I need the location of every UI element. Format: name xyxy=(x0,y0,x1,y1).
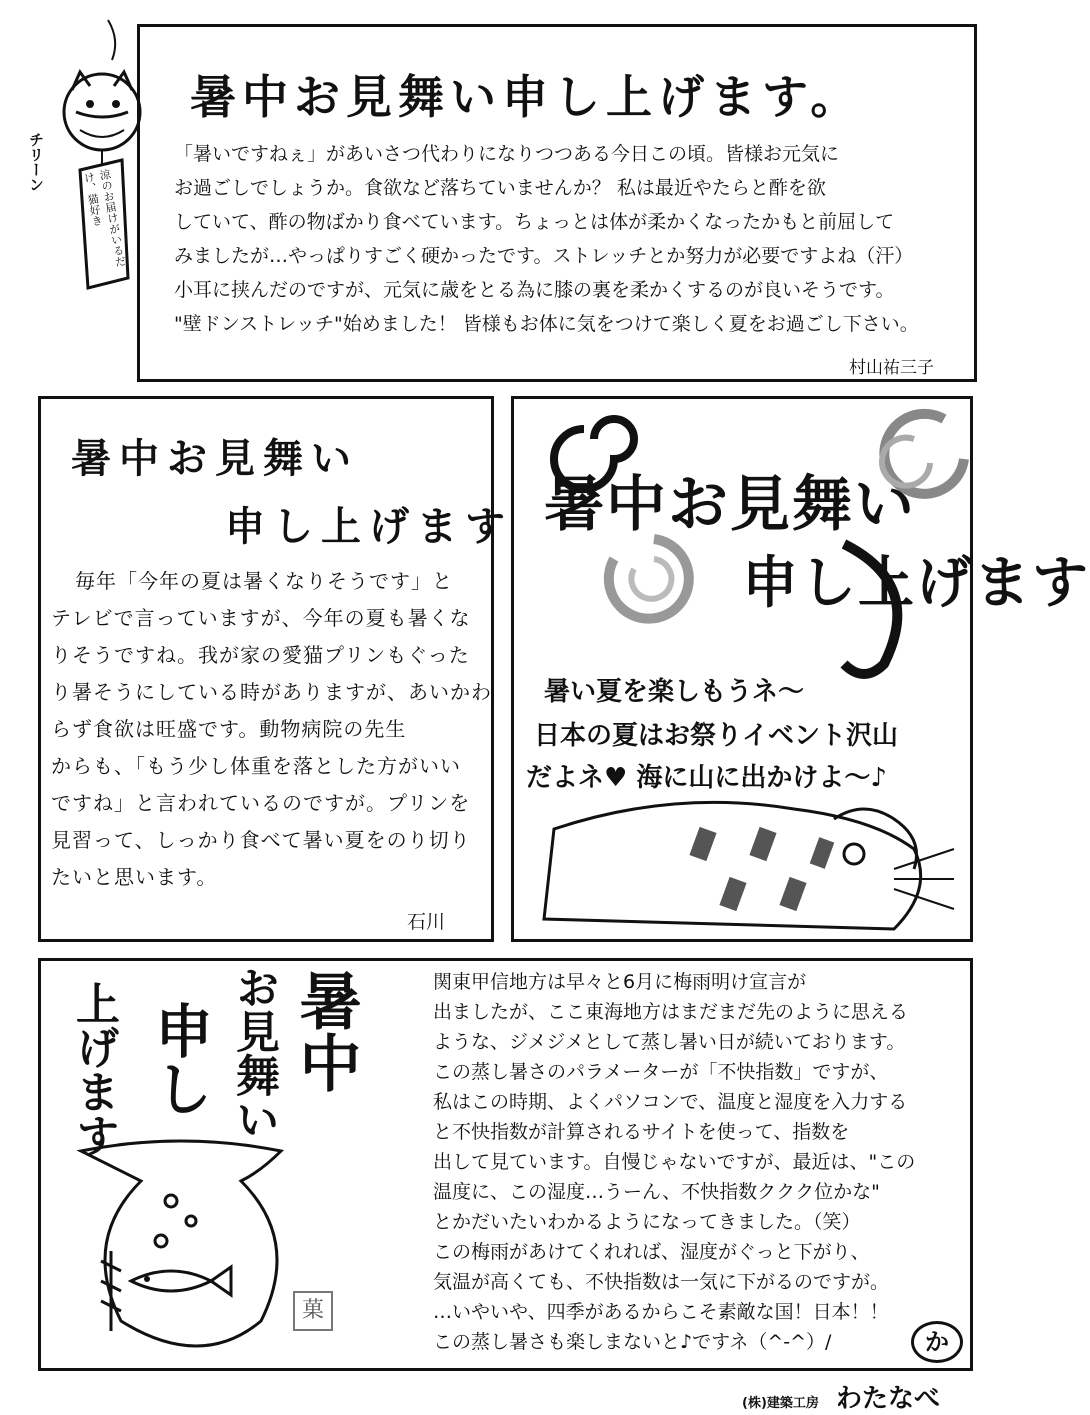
goldfish-bowl-icon xyxy=(61,1131,301,1371)
vertical-title-1: 暑中 xyxy=(289,969,362,1093)
section2-line: り暑そうにしている時がありますが、あいかわ xyxy=(51,680,492,704)
section4-line: と不快指数が計算されるサイトを使って、指数を xyxy=(433,1121,850,1143)
section4-line: 関東甲信地方は早々と6月に梅雨明け宣言が xyxy=(433,971,807,993)
chime-tag-text: 涼のお届けがいるだけ、猫好き xyxy=(81,168,128,268)
section1-line: お過ごしでしょうか。食欲など落ちていませんか？ 私は最近やたらと酢を欲 xyxy=(174,177,826,199)
section2-line: テレビで言っていますが、今年の夏も暑くな xyxy=(51,606,471,630)
vertical-title-2: お見舞い xyxy=(228,965,279,1141)
section1-line: 小耳に挟んだのですが、元気に歳をとる為に膝の裏を柔かくするのが良いそうです。 xyxy=(174,279,895,301)
section4-line: 温度に、この湿度…うーん、不快指数ククク位かな" xyxy=(433,1181,880,1203)
author-badge: か xyxy=(911,1321,963,1363)
vertical-title-4: 上げます xyxy=(68,981,119,1157)
chime-sound-text: チリーン xyxy=(27,132,45,192)
section2-line: 毎年「今年の夏は暑くなりそうです」と xyxy=(75,569,453,593)
section3-message2: 日本の夏はお祭りイベント沢山 xyxy=(534,721,899,751)
section4-line: とかだいたいわかるようになってきました。（笑） xyxy=(433,1211,861,1233)
section2-line: りそうですね。我が家の愛猫プリンもぐった xyxy=(51,643,470,667)
section1-line: していて、酢の物ばかり食べています。ちょっとは体が柔かくなったかもと前屈して xyxy=(174,211,895,233)
greeting-card-watanabe xyxy=(38,958,973,1371)
greeting-card-ishikawa xyxy=(38,396,513,942)
section1-signature: 村山祐三子 xyxy=(849,358,934,378)
section2-line: からも、「もう少し体重を落とした方がいい xyxy=(51,754,461,778)
section4-line: この蒸し暑さのパラメーターが「不快指数」ですが、 xyxy=(433,1061,889,1083)
section1-line: みましたが…やっぱりすごく硬かったです。ストレッチとか努力が必要ですよね（汗） xyxy=(174,245,914,267)
section2-line: 見習って、しっかり食べて暑い夏をのり切り xyxy=(51,828,471,852)
section3-message3: だよネ♥ 海に山に出かけよ〜♪ xyxy=(526,763,887,793)
seal-stamp: 菓 xyxy=(293,1291,333,1331)
section4-line: 出して見ています。自慢じゃないですが、最近は、"この xyxy=(433,1151,916,1173)
section2-title-line2: 申し上げます xyxy=(225,504,513,550)
section1-line: "壁ドンストレッチ"始めました！ 皆様もお体に気をつけて楽しく夏をお過ごし下さい。 xyxy=(174,313,919,335)
section2-signature: 石川 xyxy=(406,911,445,933)
greeting-card-murayama xyxy=(137,24,977,382)
wind-chime-illustration xyxy=(20,20,140,310)
author-name: わたなべ xyxy=(835,1384,940,1414)
section3-message1: 暑い夏を楽しもうネ〜 xyxy=(544,677,805,707)
section4-line: …いやいや、四季があるからこそ素敵な国！日本！！ xyxy=(433,1301,889,1323)
section2-line: たいと思います。 xyxy=(51,865,218,889)
section4-line: この梅雨があけてくれれば、湿度がぐっと下がり、 xyxy=(433,1241,870,1263)
section3-title-line1: 暑中お見舞い xyxy=(544,470,916,540)
section1-line: 「暑いですねぇ」があいさつ代わりになりつつある今日この頃。皆様お元気に xyxy=(174,143,840,165)
section1-title: 暑中お見舞い申し上げます。 xyxy=(190,70,863,124)
section2-title-line1: 暑中お見舞い xyxy=(71,436,359,482)
section3-title-line2: 申し上げます xyxy=(742,551,1090,616)
section4-line: 気温が高くても、不快指数は一気に下がるのですが。 xyxy=(433,1271,890,1293)
footer-credit xyxy=(742,1378,940,1415)
section4-line: 出ましたが、ここ東海地方はまだまだ先のように思える xyxy=(433,1001,909,1023)
section4-line: この蒸し暑さも楽しまないと♪ですネ（^-^）/ xyxy=(433,1331,832,1353)
vertical-title-3: 申し xyxy=(145,1001,213,1117)
company-name: (株)建築工房 xyxy=(742,1396,819,1411)
section4-line: ような、ジメジメとして蒸し暑い日が続いております。 xyxy=(433,1031,906,1053)
section2-line: ですね」と言われているのですが。プリンを xyxy=(51,791,471,815)
section4-line: 私はこの時期、よくパソコンで、温度と湿度を入力する xyxy=(433,1091,908,1113)
section2-line: らず食欲は旺盛です。動物病院の先生 xyxy=(51,717,407,741)
greeting-card-brush xyxy=(511,396,1090,942)
